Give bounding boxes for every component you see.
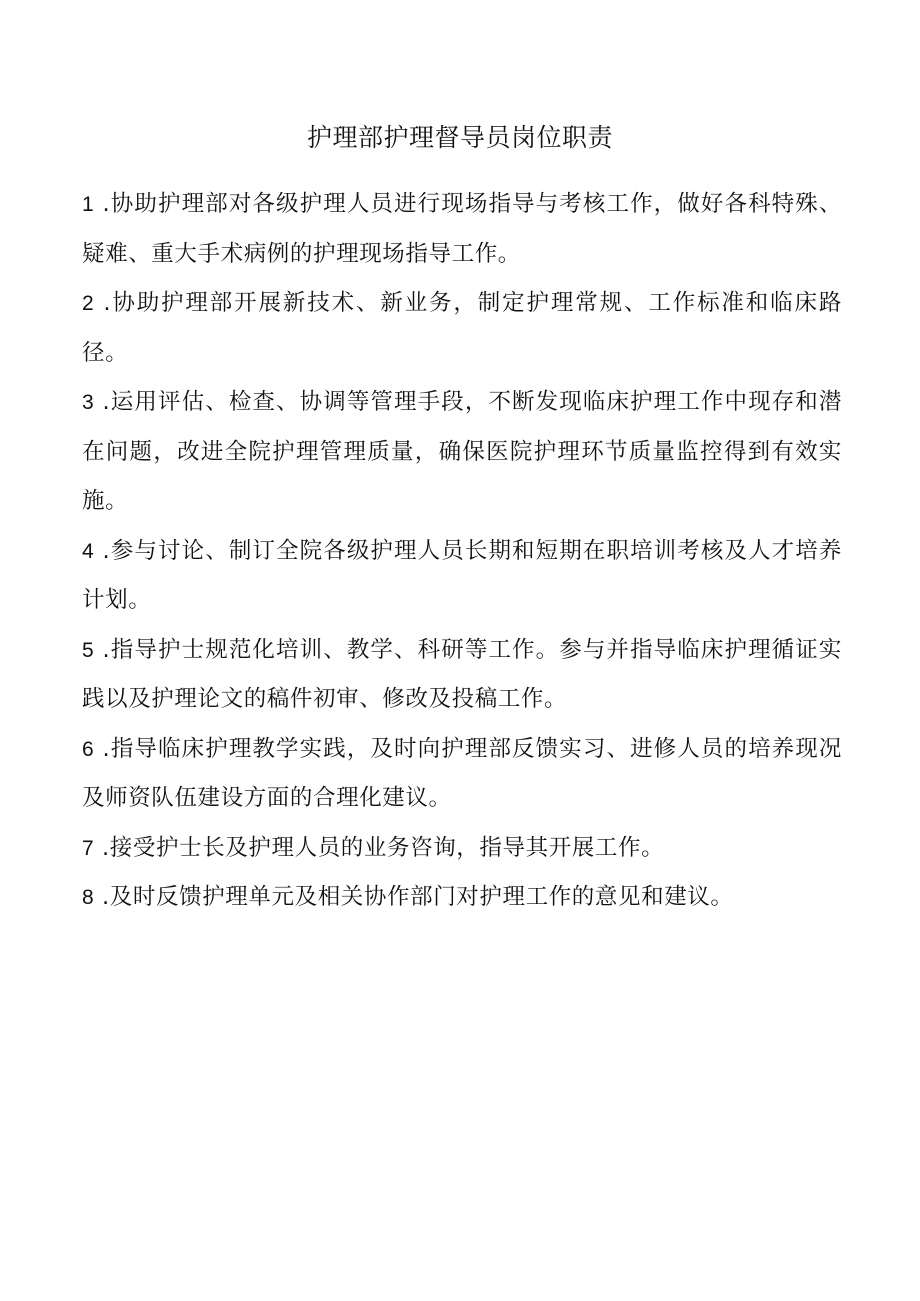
duty-text: .及时反馈护理单元及相关协作部门对护理工作的意见和建议。 bbox=[102, 884, 734, 910]
duty-number: 8 bbox=[82, 886, 95, 909]
duty-text: .协助护理部对各级护理人员进行现场指导与考核工作，做好各科特殊、疑难、重大手术病例的护理现场指导工作。 bbox=[82, 191, 842, 267]
duty-item-1 bbox=[82, 180, 842, 279]
duty-text: .指导护士规范化培训、教学、科研等工作。参与并指导临床护理循证实践以及护理论文的稿件初审、修改及投稿工作。 bbox=[82, 636, 842, 712]
duty-number: 2 bbox=[82, 292, 95, 315]
duty-number: 7 bbox=[82, 836, 95, 860]
duty-number: 6 bbox=[82, 737, 95, 761]
duty-number: 4 bbox=[82, 539, 95, 563]
duty-item-6 bbox=[82, 725, 842, 824]
duty-number: 5 bbox=[82, 638, 95, 662]
duty-text: .指导临床护理教学实践，及时向护理部反馈实习、进修人员的培养现况及师资队伍建设方面的合理化建议。 bbox=[82, 735, 842, 811]
duty-item-4 bbox=[82, 527, 842, 626]
duty-text: .参与讨论、制订全院各级护理人员长期和短期在职培训考核及人才培养计划。 bbox=[82, 537, 842, 613]
duty-item-3 bbox=[82, 378, 842, 527]
duty-item-7 bbox=[82, 824, 842, 874]
duty-item-2 bbox=[82, 279, 842, 378]
duty-text: .运用评估、检查、协调等管理手段，不断发现临床护理工作中现存和潜在问题，改进全院护理管理质量，确保医院护理环节质量监控得到有效实施。 bbox=[82, 389, 842, 514]
duty-list bbox=[82, 180, 842, 923]
duty-number: 1 bbox=[82, 193, 95, 216]
duty-text: .协助护理部开展新技术、新业务，制定护理常规、工作标准和临床路径。 bbox=[82, 290, 842, 366]
document-title: 护理部护理督导员岗位职责 bbox=[306, 123, 613, 152]
duty-number: 3 bbox=[82, 391, 95, 414]
duty-item-8 bbox=[82, 873, 842, 923]
duty-text: .接受护士长及护理人员的业务咨询，指导其开展工作。 bbox=[102, 834, 665, 861]
duty-item-5 bbox=[82, 626, 842, 725]
